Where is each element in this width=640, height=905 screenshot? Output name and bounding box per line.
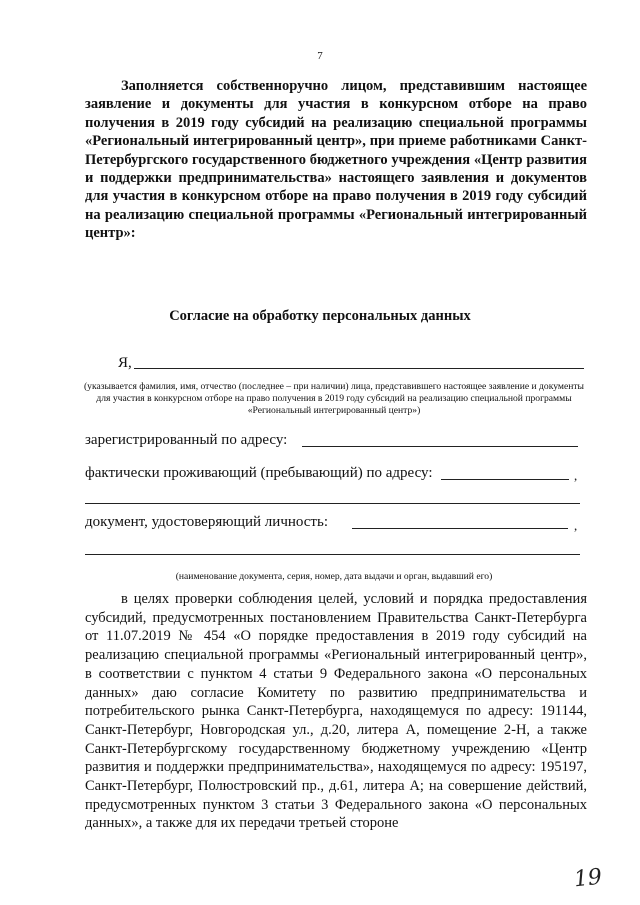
actual-address-comma: , bbox=[574, 468, 578, 483]
consent-title: Согласие на обработку персональных данных bbox=[169, 308, 471, 324]
name-fill-line bbox=[134, 368, 584, 369]
consent-body-paragraph: в целях проверки соблюдения целей, условий и порядка предоставления субсидий, предусмотренных постановлением Правительства Санкт-Петербурга от 11.07.2019 № 454 «О порядке предоставления в 2019 году субсидий на реализацию специальной программы «Региональный интегрированный центр», в соответствии с пунктом 4 статьи 9 Федерального закона «О персональных данных» даю согласие Комитету по развитию предпринимательства и потребительского рынка Санкт-Петербурга, находящемуся по адресу: 191144, Санкт-Петербург, Новгородская ул., д.20, литера А, помещение 2-Н, а также Санкт-Петербургскому государственному бюджетному учреждению «Центр развития и поддержки предпринимательства», находящемуся по адресу: 195197, Санкт-Петербург, Полюстровский пр., д.61, литера А; на совершение действий, предусмотренных пунктом 3 статьи 3 Федерального закона «О персональных данных», а также для их передачи третьей стороне bbox=[85, 591, 587, 832]
identity-document-line bbox=[352, 528, 568, 529]
address-continuation-line bbox=[85, 503, 580, 504]
document-continuation-line bbox=[85, 554, 580, 555]
registered-address-label: зарегистрированный по адресу: bbox=[85, 432, 288, 448]
actual-address-label: фактически проживающий (пребывающий) по адресу: bbox=[85, 465, 433, 481]
page-number: 7 bbox=[317, 50, 323, 62]
registered-address-line bbox=[302, 446, 578, 447]
document-field-note: (наименование документа, серия, номер, дата выдачи и орган, выдавший его) bbox=[175, 571, 493, 582]
ya-label: Я, bbox=[118, 355, 132, 371]
actual-address-line bbox=[441, 479, 569, 480]
identity-document-label: документ, удостоверяющий личность: bbox=[85, 514, 328, 530]
identity-document-comma: , bbox=[574, 518, 578, 533]
intro-paragraph: Заполняется собственноручно лицом, представившим настоящее заявление и документы для участия в конкурсном отборе на право получения в 2019 году субсидий на реализацию специальной программы «Региональный интегрированный центр», при приеме работниками Санкт-Петербургского государственного бюджетного учреждения «Центр развития и поддержки предпринимательства» настоящего заявления и документов для участия в конкурсном отборе на право получения в 2019 году субсидий на реализацию специальной программы «Региональный интегрированный центр»: bbox=[85, 78, 587, 242]
name-field-note: (указывается фамилия, имя, отчество (последнее – при наличии) лица, представившего настоящее заявление и документы для участия в конкурсном отборе на право получения в 2019 году субсидий на реализацию специальной программы «Региональный интегрированный центр») bbox=[83, 381, 585, 416]
handwritten-page-number: 19 bbox=[572, 864, 604, 893]
